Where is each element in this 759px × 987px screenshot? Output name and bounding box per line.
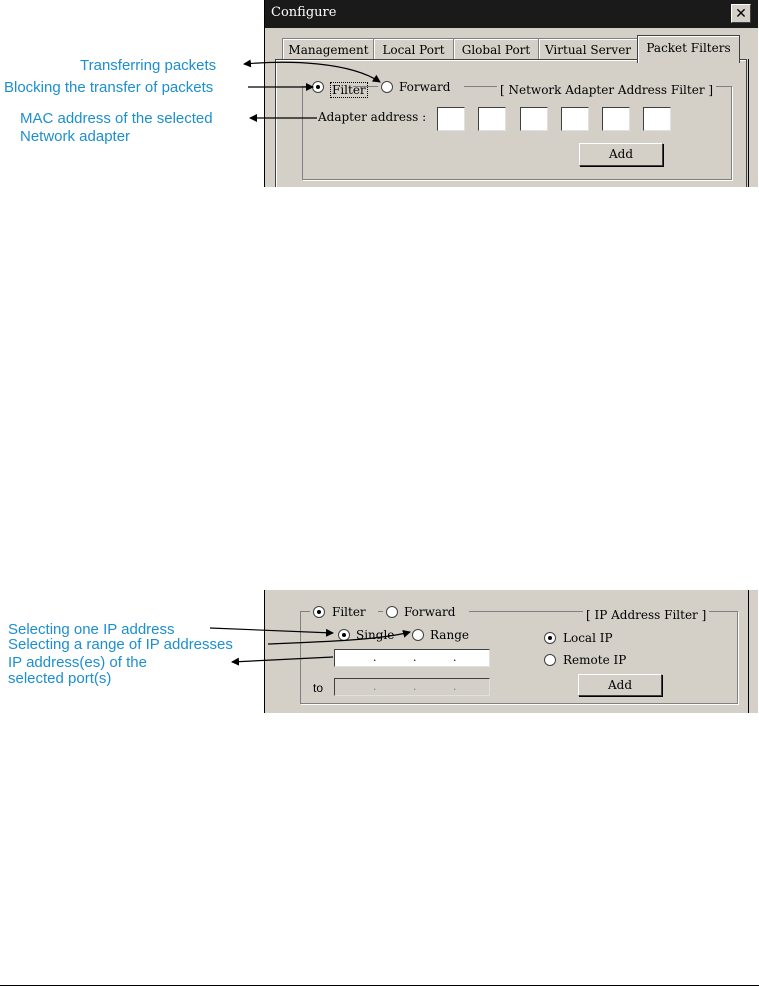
annotation-transferring: Transferring packets — [80, 57, 217, 74]
annotation-ip-line1: IP address(es) of the — [8, 654, 147, 671]
tab-label: Management — [288, 43, 369, 57]
close-icon: ✕ — [735, 5, 747, 22]
filter-label: Filter — [332, 605, 366, 619]
annotation-range: Selecting a range of IP addresses — [8, 636, 233, 653]
tab-label: Packet Filters — [646, 41, 731, 55]
adapter-address-label: Adapter address : — [318, 110, 427, 124]
filter-label: Filter — [332, 83, 366, 97]
dialog-title: Configure — [271, 5, 337, 20]
page-bottom-rule — [0, 985, 759, 986]
group-title: [ IP Address Filter ] — [586, 608, 707, 622]
tab-label: Global Port — [461, 43, 531, 57]
add-button-label: Add — [608, 147, 634, 161]
tab-label: Local Port — [382, 43, 445, 57]
annotation-blocking: Blocking the transfer of packets — [4, 79, 214, 96]
group-title: [ Network Adapter Address Filter ] — [500, 83, 714, 97]
tab-label: Virtual Server — [544, 43, 632, 57]
range-label: Range — [430, 628, 469, 642]
arrow-transferring — [244, 62, 380, 82]
ip-end-input[interactable]: . . . — [334, 678, 490, 696]
annotation-ip-line2: selected port(s) — [8, 670, 112, 687]
arrow-range — [268, 632, 410, 644]
annotation-mac-line2: Network adapter — [20, 128, 131, 145]
arrow-single — [210, 628, 333, 633]
forward-label: Forward — [399, 80, 451, 94]
annotation-single: Selecting one IP address — [8, 621, 175, 638]
add-button-label: Add — [607, 678, 633, 692]
annotation-mac-line1: MAC address of the selected — [20, 110, 213, 127]
local-ip-label: Local IP — [563, 631, 613, 645]
ip-start-input[interactable]: . . . — [334, 649, 490, 667]
arrow-ip — [232, 657, 333, 662]
single-label: Single — [356, 628, 395, 642]
remote-ip-label: Remote IP — [563, 653, 627, 667]
forward-label: Forward — [404, 605, 456, 619]
to-label: to — [313, 681, 324, 695]
tab-packet-filters[interactable] — [637, 35, 740, 63]
